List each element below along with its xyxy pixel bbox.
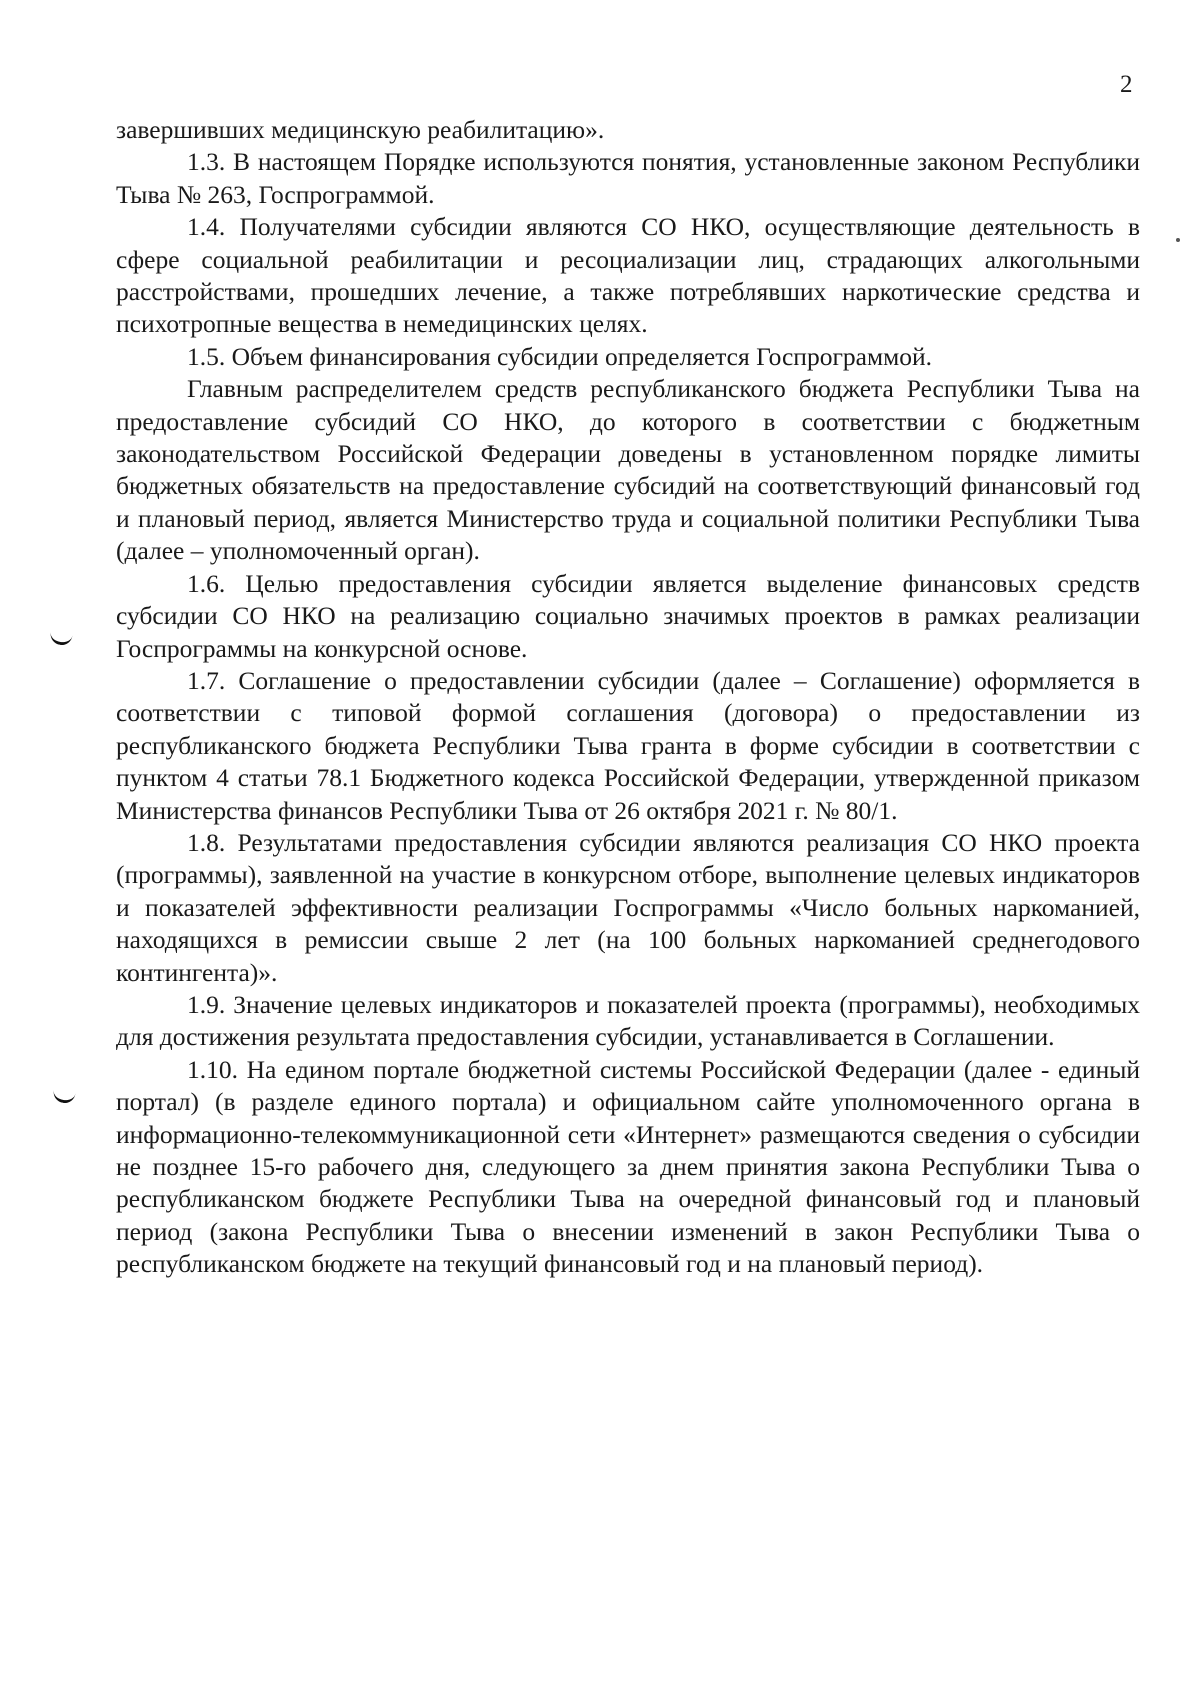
document-body — [116, 114, 1140, 1281]
paragraph-1-7: 1.7. Соглашение о предоставлении субсидии (далее – Соглашение) оформляется в соответствии с типовой формой соглашения (договора) о предоставлении из республиканского бюджета Республики Тыва гранта в форме субсидии в соответствии с пунктом 4 статьи 78.1 Бюджетного кодекса Российской Федерации, утвержденной приказом Министерства финансов Республики Тыва от 26 октября 2021 г. № 80/1. — [116, 665, 1140, 825]
binding-hole-mark — [52, 1089, 76, 1105]
paragraph-1-6: 1.6. Целью предоставления субсидии является выделение финансовых средств субсидии СО НКО на реализацию социально значимых проектов в рамках реализации Госпрограммы на конкурсной основе. — [116, 568, 1140, 663]
paragraph-1-4: 1.4. Получателями субсидии являются СО НКО, осуществляющие деятельность в сфере социальной реабилитации и ресоциализации лиц, страдающих алкогольными расстройствами, прошедших лечение, а также потреблявших наркотические средства и психотропные вещества в немедицинских целях. — [116, 212, 1140, 339]
paragraph-1-8: 1.8. Результатами предоставления субсидии являются реализация СО НКО проекта (программы), заявленной на участие в конкурсном отборе, выполнение целевых индикаторов и показателей эффективности реализации Госпрограммы «Число больных наркоманией, находящихся в ремиссии свыше 2 лет (на 100 больных наркоманией среднегодового контингента)». — [116, 827, 1140, 987]
paragraph-continuation: завершивших медицинскую реабилитацию». — [116, 115, 605, 144]
paragraph-1-3: 1.3. В настоящем Порядке используются понятия, установленные законом Республики Тыва № 263, Госпрограммой. — [116, 147, 1140, 209]
paragraph-1-10: 1.10. На едином портале бюджетной системы Российской Федерации (далее - единый портал) (в разделе единого портала) и официальном сайте уполномоченного органа в информационно-телекоммуникационной сети «Интернет» размещаются сведения о субсидии не позднее 15-го рабочего дня, следующего за днем принятия закона Республики Тыва о республиканском бюджете Республики Тыва на очередной финансовый год и плановый период (закона Республики Тыва о внесении изменений в закон Республики Тыва о республиканском бюджете на текущий финансовый год и на плановый период). — [116, 1054, 1140, 1279]
binding-hole-mark — [49, 631, 73, 647]
scan-speck — [1176, 238, 1180, 242]
paragraph-1-9: 1.9. Значение целевых индикаторов и показателей проекта (программы), необходимых для достижения результата предоставления субсидии, устанавливается в Соглашении. — [116, 989, 1140, 1052]
page-number: 2 — [1120, 71, 1133, 98]
paragraph-1-5: 1.5. Объем финансирования субсидии определяется Госпрограммой. — [187, 341, 933, 371]
paragraph-main-distributor: Главным распределителем средств республиканского бюджета Республики Тыва на предоставление субсидий СО НКО, до которого в соответствии с бюджетным законодательством Российской Федерации доведены в установленном порядке лимиты бюджетных обязательств на предоставление субсидий на соответствующий финансовый год и плановый период, является Министерство труда и социальной политики Республики Тыва (далее – уполномоченный орган). — [116, 374, 1140, 566]
